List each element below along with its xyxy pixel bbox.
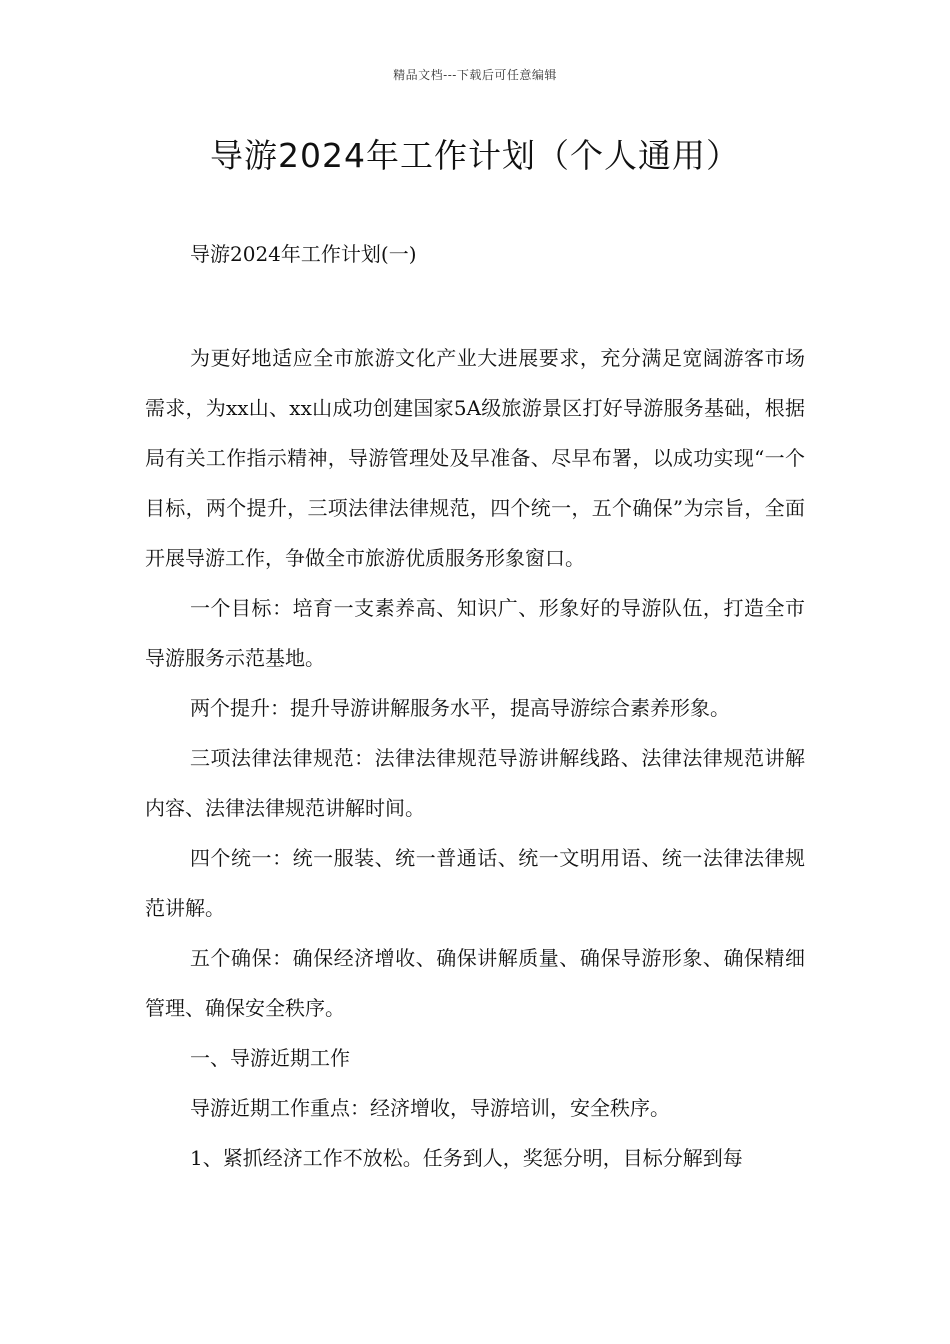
document-title: 导游2024年工作计划（个人通用） — [210, 136, 740, 175]
document-subtitle: 导游2024年工作计划(一) — [190, 242, 417, 266]
paragraph-five-guarantees: 五个确保：确保经济增收、确保讲解质量、确保导游形象、确保精细管理、确保安全秩序。 — [145, 946, 805, 1020]
paragraph-four-unifications: 四个统一：统一服装、统一普通话、统一文明用语、统一法律法律规范讲解。 — [145, 846, 805, 920]
paragraph-item-1: 1、紧抓经济工作不放松。任务到人，奖惩分明，目标分解到每 — [190, 1146, 743, 1170]
document-body — [145, 333, 805, 1183]
paragraph-recent-focus: 导游近期工作重点：经济增收，导游培训，安全秩序。 — [190, 1096, 670, 1120]
section-heading-recent-work: 一、导游近期工作 — [190, 1046, 350, 1070]
paragraph-intro: 为更好地适应全市旅游文化产业大进展要求，充分满足宽阔游客市场需求，为xx山、xx山成功创建国家5A级旅游景区打好导游服务基础，根据局有关工作指示精神，导游管理处及早准备、尽早布署，以成功实现“一个目标，两个提升，三项法律法律规范，四个统一，五个确保”为宗旨，全面开展导游工作，争做全市旅游优质服务形象窗口。 — [145, 346, 805, 570]
paragraph-two-improvements: 两个提升：提升导游讲解服务水平，提高导游综合素养形象。 — [190, 696, 730, 720]
paragraph-three-standards: 三项法律法律规范：法律法律规范导游讲解线路、法律法律规范讲解内容、法律法律规范讲解时间。 — [145, 746, 805, 820]
page-header: 精品文档---下载后可任意编辑 — [393, 68, 557, 82]
paragraph-one-goal: 一个目标：培育一支素养高、知识广、形象好的导游队伍，打造全市导游服务示范基地。 — [145, 596, 805, 670]
